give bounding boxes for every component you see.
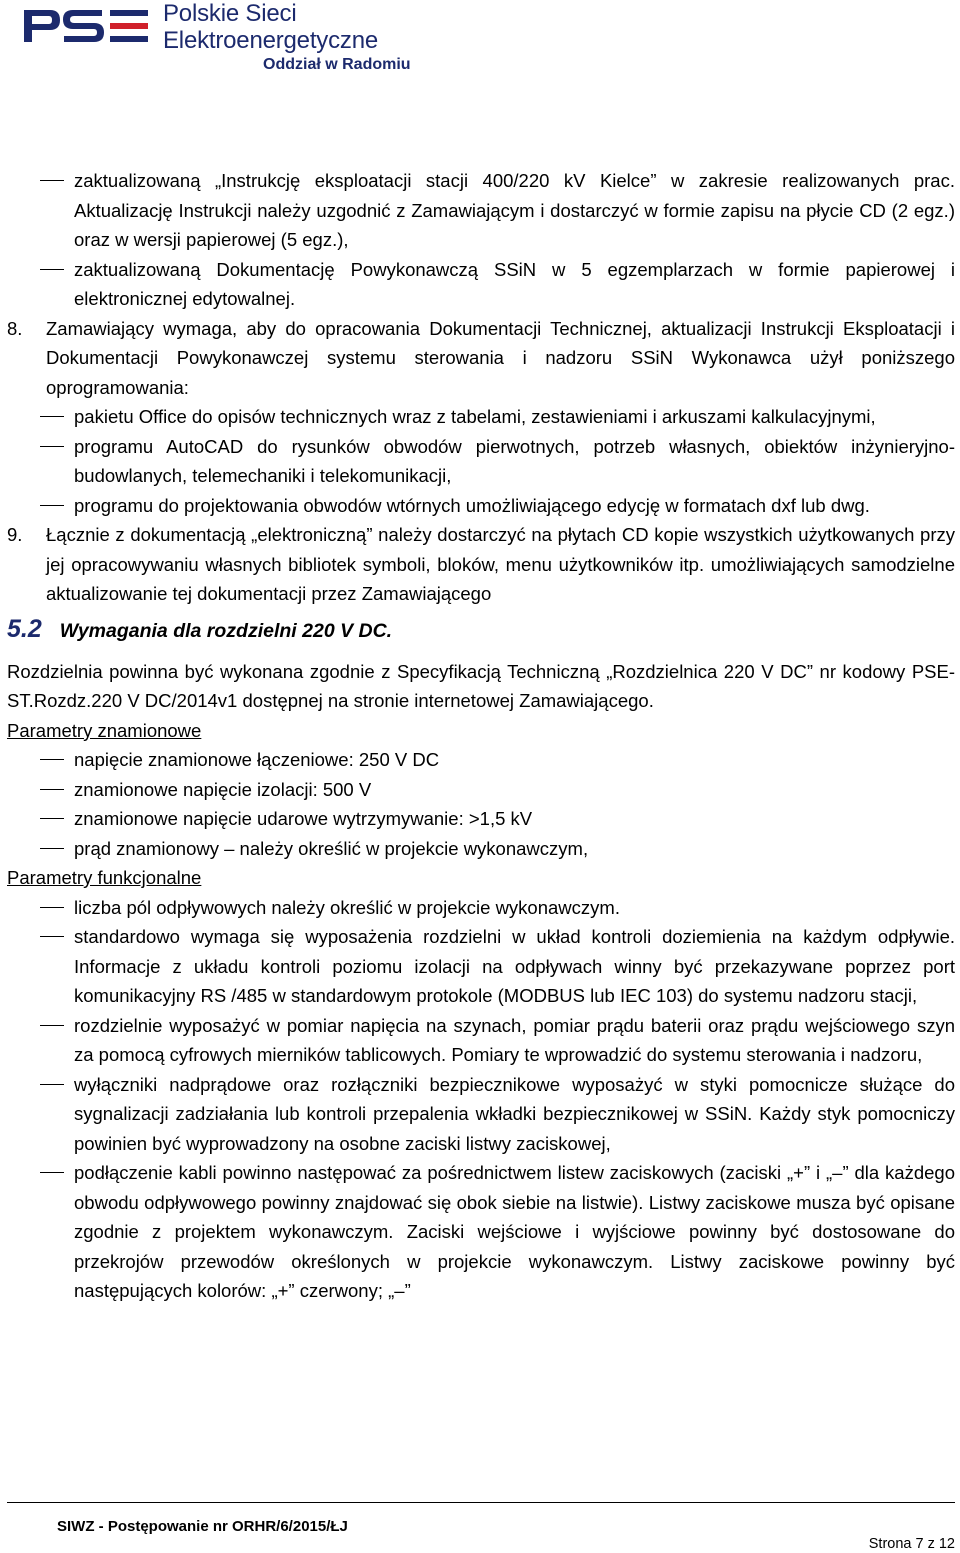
item-8-bullets	[7, 402, 955, 520]
list-item: pakietu Office do opisów technicznych wraz z tabelami, zestawieniami i arkuszami kalkulacyjnymi,	[7, 402, 955, 432]
branch-name: Oddział w Radomiu	[263, 56, 411, 73]
list-item: rozdzielnie wyposażyć w pomiar napięcia na szynach, pomiar prądu baterii oraz prądu wejściowego szyn za pomocą cyfrowych mierników tablicowych. Pomiary te wprowadzić do systemu sterowania i nadzoru,	[7, 1011, 955, 1070]
page-number: Strona 7 z 12	[868, 1536, 955, 1552]
list-item: prąd znamionowy – należy określić w projekcie wykonawczym,	[7, 834, 955, 864]
document-body	[7, 166, 955, 1306]
item-number: 9.	[7, 524, 23, 545]
list-item: zaktualizowaną „Instrukcję eksploatacji stacji 400/220 kV Kielce” w zakresie realizowanych prac. Aktualizację Instrukcji należy uzgodnić z Zamawiającym i dostarczyć w formie zapisu na płycie CD (2 egz.) oraz w wersji papierowej (5 egz.),	[7, 166, 955, 255]
numbered-item-8	[7, 314, 955, 403]
rated-params-heading: Parametry znamionowe	[7, 719, 202, 741]
company-name	[163, 0, 378, 54]
list-item: wyłączniki nadprądowe oraz rozłączniki bezpiecznikowe wyposażyć w styki pomocnicze służące do sygnalizacji zadziałania lub kontroli przepalenia wkładki bezpiecznikowej w SSiN. Każdy styk pomocniczy powinien być wyprowadzony na osobne zaciski listwy zaciskowej,	[7, 1070, 955, 1159]
list-item: programu AutoCAD do rysunków obwodów pierwotnych, potrzeb własnych, obiektów inżynieryjno-budowlanych, telemechaniki i telekomunikacji,	[7, 432, 955, 491]
item-number: 8.	[7, 317, 23, 339]
numbered-item-9	[7, 520, 955, 609]
pse-logo	[22, 4, 150, 46]
list-item: standardowo wymaga się wyposażenia rozdzielni w układ kontroli doziemienia na każdym odpływie. Informacje z układu kontroli poziomu izolacji na odpływach winny być przekazywane poprzez port komunikacyjny RS /485 w standardowym protokole (MODBUS lub IEC 103) do systemu nadzoru stacji,	[7, 922, 955, 1011]
list-item: podłączenie kabli powinno następować za pośrednictwem listew zaciskowych (zaciski „+” i „–” dla każdego obwodu odpływowego powinny znajdować się obok siebie na listwie). Listwy zaciskowe musza być opisane zgodnie z projektem wykonawczym. Zaciski wejściowe i wyjściowe powinny być dostosowane do przekrojów przewodów określonych w projekcie wykonawczym. Listwy zaciskowe powinny być następujących kolorów: „+” czerwony; „–”	[7, 1158, 955, 1306]
list-item-7-tail	[7, 166, 955, 314]
list-item: znamionowe napięcie izolacji: 500 V	[7, 775, 955, 805]
section-title: Wymagania dla rozdzielni 220 V DC.	[59, 619, 393, 642]
page-header	[22, 0, 442, 80]
footer-reference: SIWZ - Postępowanie nr ORHR/6/2015/ŁJ	[57, 1518, 348, 1535]
list-item: napięcie znamionowe łączeniowe: 250 V DC	[7, 745, 955, 775]
functional-params-list	[7, 893, 955, 1306]
footer-divider	[7, 1502, 955, 1503]
list-item: zaktualizowaną Dokumentację Powykonawczą SSiN w 5 egzemplarzach w formie papierowej i elektronicznej edytowalnej.	[7, 255, 955, 314]
section-intro: Rozdzielnia powinna być wykonana zgodnie z Specyfikacją Techniczną „Rozdzielnica 220 V DC” nr kodowy PSE-ST.Rozdz.220 V DC/2014v1 dostępnej na stronie internetowej Zamawiającego.	[7, 660, 955, 711]
list-item: liczba pól odpływowych należy określić w projekcie wykonawczym.	[7, 893, 955, 923]
company-line-2: Elektroenergetyczne	[163, 27, 378, 54]
item-text: Zamawiający wymaga, aby do opracowania Dokumentacji Technicznej, aktualizacji Instrukcji Eksploatacji i Dokumentacji Powykonawczej systemu sterowania i nadzoru SSiN Wykonawca użył poniższego oprogramowania:	[46, 317, 955, 398]
section-number: 5.2	[7, 614, 42, 643]
company-line-1: Polskie Sieci	[163, 0, 297, 27]
functional-params-heading: Parametry funkcjonalne	[7, 867, 202, 888]
list-item: programu do projektowania obwodów wtórnych umożliwiającego edycję w formatach dxf lub dwg.	[7, 491, 955, 521]
list-item: znamionowe napięcie udarowe wytrzymywanie: >1,5 kV	[7, 804, 955, 834]
section-heading	[7, 612, 955, 648]
rated-params-list	[7, 745, 955, 863]
item-text: Łącznie z dokumentacją „elektroniczną” należy dostarczyć na płytach CD kopie wszystkich użytkowanych przy jej opracowywaniu własnych bibliotek symboli, bloków, menu użytkowników itp. umożliwiających samodzielne aktualizowanie tej dokumentacji przez Zamawiającego	[46, 524, 955, 604]
